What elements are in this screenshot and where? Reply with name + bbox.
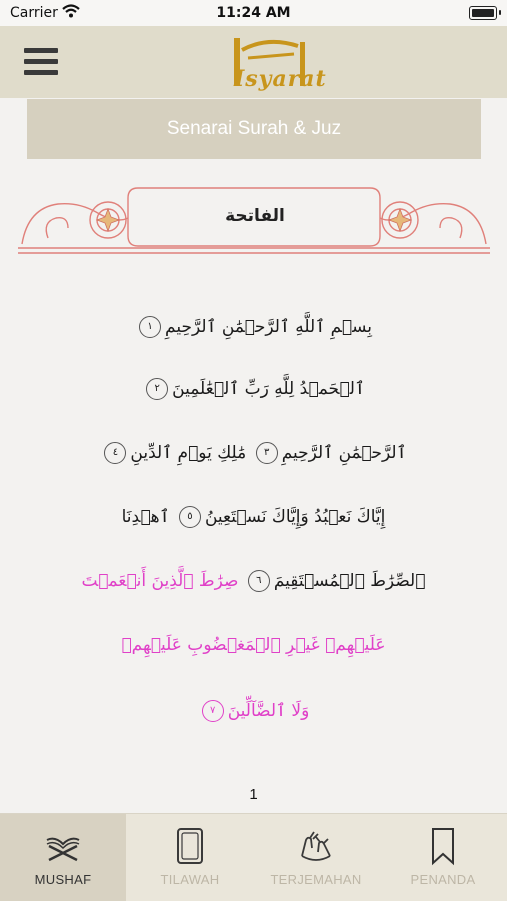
verse-line[interactable]: [0, 438, 507, 468]
verse-text: مَٰلِكِ يَوۡمِ ٱلدِّينِ: [130, 443, 247, 463]
status-bar: [0, 0, 507, 26]
verse-text: ٱلرَّحۡمَٰنِ ٱلرَّحِيمِ: [281, 443, 407, 463]
verse-text: ٱلۡحَمۡدُ لِلَّهِ رَبِّ ٱلۡعَٰلَمِينَ: [172, 379, 365, 399]
tab-label: TILAWAH: [160, 872, 220, 887]
verse-text: عَلَيۡهِمۡ غَيۡرِ ٱلۡمَغۡضُوبِ عَلَيۡهِمۡ: [121, 635, 386, 655]
verse-number-marker: ٣: [256, 442, 278, 464]
hamburger-menu-icon[interactable]: [24, 48, 58, 76]
verse-number-marker: ٢: [146, 378, 168, 400]
tab-tilawah[interactable]: [127, 814, 253, 901]
page-number: 1: [249, 786, 258, 803]
quran-book-icon: [170, 826, 210, 866]
tab-label: MUSHAF: [34, 872, 92, 887]
surah-juz-list-button[interactable]: Senarai Surah & Juz: [27, 99, 481, 159]
tab-terjemahan[interactable]: [253, 814, 379, 901]
verse-number-marker: ٤: [104, 442, 126, 464]
verse-number-marker: ٦: [248, 570, 270, 592]
verse-line[interactable]: [0, 566, 507, 596]
verse-text: ٱهۡدِنَا: [121, 507, 170, 527]
bottom-tab-bar: [0, 813, 507, 901]
verse-number-marker: ٧: [202, 700, 224, 722]
verse-line-highlighted[interactable]: [0, 696, 507, 726]
battery-icon: [469, 6, 497, 20]
tab-label: TERJEMAHAN: [270, 872, 362, 887]
verse-line[interactable]: [0, 312, 507, 342]
quran-stand-icon: [43, 826, 83, 866]
bookmark-icon: [423, 826, 463, 866]
verse-text: ٱلصِّرَٰطَ ٱلۡمُسۡتَقِيمَ: [273, 571, 426, 591]
surah-name: الفاتحة: [225, 206, 285, 226]
verse-text-highlighted: صِرَٰطَ ٱلَّذِينَ أَنۡعَمۡتَ: [81, 571, 239, 591]
isyarat-logo: Isyarat: [228, 32, 316, 94]
verse-text: بِسۡمِ ٱللَّهِ ٱلرَّحۡمَٰنِ ٱلرَّحِيمِ: [165, 317, 372, 337]
verse-number-marker: ١: [139, 316, 161, 338]
verse-text: وَلَا ٱلضَّآلِّينَ: [227, 701, 310, 721]
verse-number-marker: ٥: [179, 506, 201, 528]
verse-line[interactable]: [0, 374, 507, 404]
tab-mushaf[interactable]: [0, 814, 126, 901]
tab-penanda[interactable]: [380, 814, 506, 901]
carrier-label: Carrier: [10, 5, 58, 21]
sign-language-icon: [296, 826, 336, 866]
clock: 11:24 AM: [216, 5, 291, 21]
verse-line[interactable]: [0, 502, 507, 532]
tab-label: PENANDA: [410, 872, 476, 887]
verse-text: إِيَّاكَ نَعۡبُدُ وَإِيَّاكَ نَسۡتَعِينُ: [204, 507, 386, 527]
app-header: [0, 26, 507, 98]
verse-line-highlighted[interactable]: [0, 630, 507, 660]
